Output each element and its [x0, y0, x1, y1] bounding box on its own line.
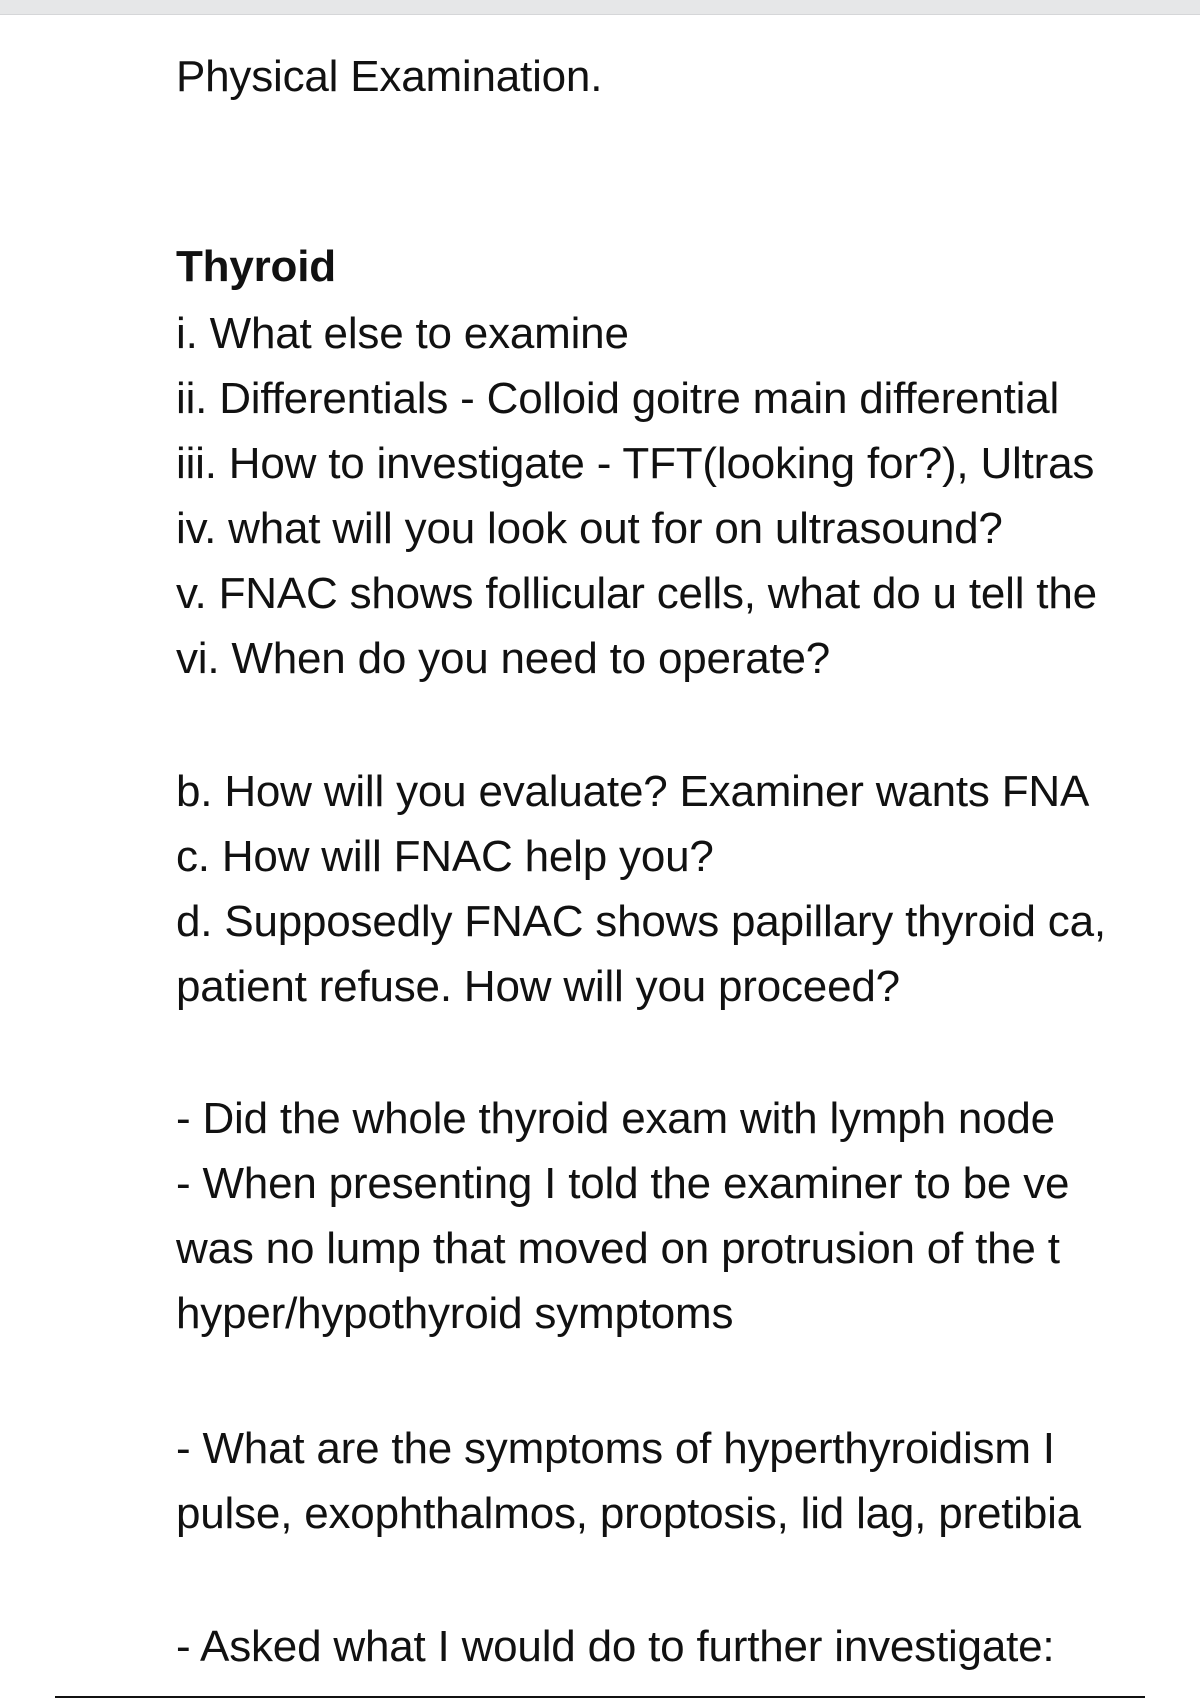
bottom-rule: [55, 1696, 1145, 1698]
question-vi: vi. When do you need to operate?: [176, 634, 831, 683]
question-d-continued: patient refuse. How will you proceed?: [176, 962, 900, 1011]
note-line: - What are the symptoms of hyperthyroidism I: [176, 1424, 1055, 1473]
note-line: - Asked what I would do to further investigate:: [176, 1622, 1055, 1671]
section-heading-thyroid: Thyroid: [176, 242, 336, 291]
note-line: - Did the whole thyroid exam with lymph node: [176, 1094, 1055, 1143]
window-top-bar: [0, 0, 1200, 15]
question-iv: iv. what will you look out for on ultrasound?: [176, 504, 1003, 553]
question-v: v. FNAC shows follicular cells, what do u tell the: [176, 569, 1097, 618]
document-page: [0, 15, 1200, 1700]
note-line: - When presenting I told the examiner to be ve: [176, 1159, 1070, 1208]
question-d: d. Supposedly FNAC shows papillary thyroid ca,: [176, 897, 1106, 946]
document-title: Physical Examination.: [176, 52, 603, 101]
question-i: i. What else to examine: [176, 309, 629, 358]
question-c: c. How will FNAC help you?: [176, 832, 714, 881]
note-line: pulse, exophthalmos, proptosis, lid lag, pretibia: [176, 1489, 1081, 1538]
question-b: b. How will you evaluate? Examiner wants FNA: [176, 767, 1090, 816]
question-ii: ii. Differentials - Colloid goitre main differential: [176, 374, 1060, 423]
note-line: was no lump that moved on protrusion of the t: [176, 1224, 1060, 1273]
question-iii: iii. How to investigate - TFT(looking for?), Ultras: [176, 439, 1095, 488]
note-line: hyper/hypothyroid symptoms: [176, 1289, 734, 1338]
